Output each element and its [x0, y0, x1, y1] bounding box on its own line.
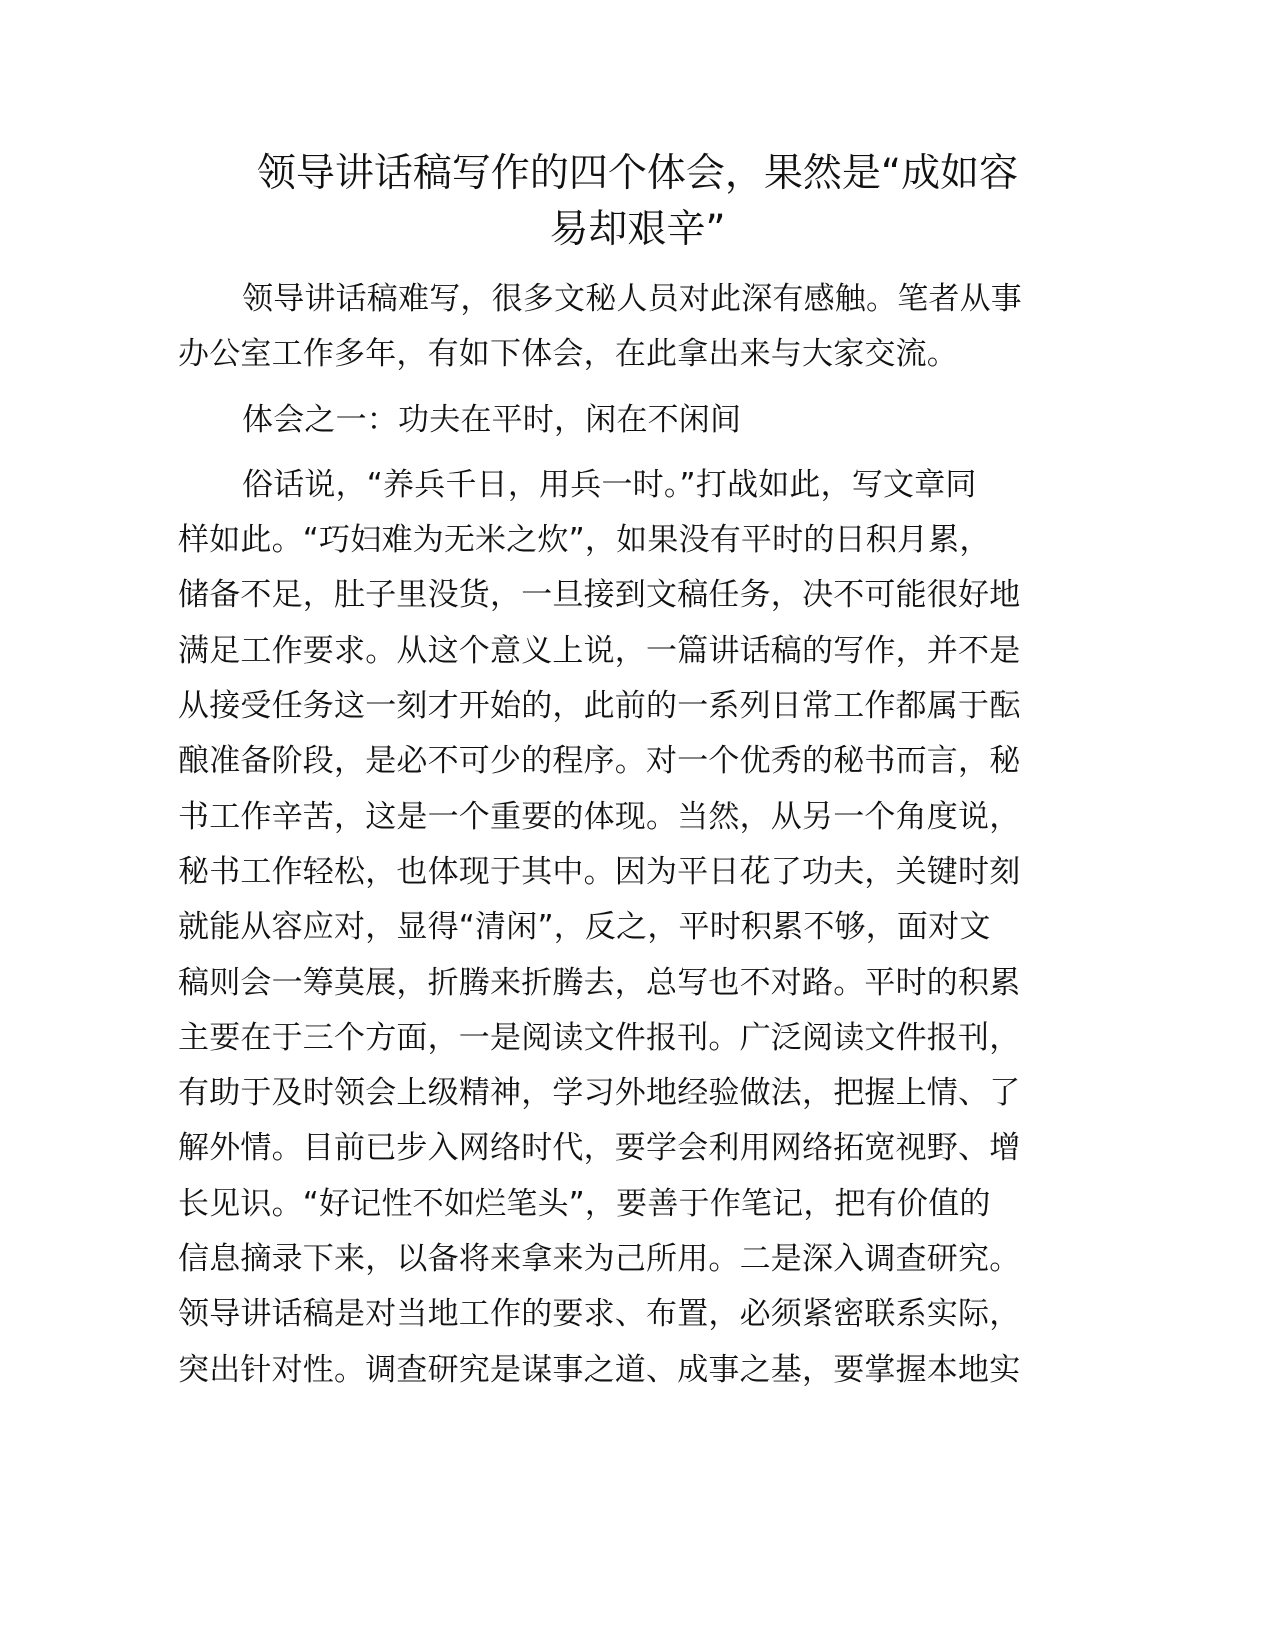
document-body [178, 272, 1038, 1398]
text-line: 信息摘录下来，以备将来拿来为己所用。二是深入调查研究。 [178, 1241, 1021, 1278]
text-line: 书工作辛苦，这是一个重要的体现。当然，从另一个角度说， [178, 798, 1021, 835]
section-heading [178, 393, 1038, 448]
text-line: 领导讲话稿难写，很多文秘人员对此深有感触。笔者从事 [242, 281, 1022, 317]
title-line-2: 易却艰辛” [549, 207, 726, 252]
text-line: 稿则会一筹莫展，折腾来折腾去，总写也不对路。平时的积累 [178, 964, 1021, 1001]
text-line: 办公室工作多年，有如下体会，在此拿出来与大家交流。 [178, 336, 958, 373]
text-line: 就能从容应对，显得“清闲”，反之，平时积累不够，面对文 [178, 909, 991, 946]
text-line: 酿准备阶段，是必不可少的程序。对一个优秀的秘书而言，秘 [178, 743, 1021, 780]
text-line: 长见识。“好记性不如烂笔头”，要善于作笔记，把有价值的 [178, 1185, 991, 1222]
section-heading-text: 体会之一：功夫在平时，闲在不闲间 [242, 401, 742, 438]
text-line: 秘书工作轻松，也体现于其中。因为平日花了功夫，关键时刻 [178, 853, 1021, 890]
paragraph-body [178, 458, 1038, 1398]
text-line: 满足工作要求。从这个意义上说，一篇讲话稿的写作，并不是 [178, 632, 1021, 669]
title-line-1: 领导讲话稿写作的四个体会，果然是“成如容 [256, 151, 1019, 196]
text-line: 样如此。“巧妇难为无米之炊”，如果没有平时的日积月累， [178, 522, 991, 559]
text-line: 储备不足，肚子里没货，一旦接到文稿任务，决不可能很好地 [178, 577, 1021, 614]
text-line: 突出针对性。调查研究是谋事之道、成事之基，要掌握本地实 [178, 1351, 1021, 1388]
text-line: 从接受任务这一刻才开始的，此前的一系列日常工作都属于酝 [178, 688, 1021, 725]
document-title [150, 146, 1125, 258]
text-line: 领导讲话稿是对当地工作的要求、布置，必须紧密联系实际， [178, 1296, 1021, 1333]
paragraph-intro [178, 272, 1038, 383]
text-line: 俗话说，“养兵千日，用兵一时。”打战如此，写文章同 [242, 466, 977, 503]
text-line: 有助于及时领会上级精神，学习外地经验做法，把握上情、了 [178, 1075, 1021, 1112]
text-line: 主要在于三个方面，一是阅读文件报刊。广泛阅读文件报刊， [178, 1019, 1021, 1056]
text-line: 解外情。目前已步入网络时代，要学会利用网络拓宽视野、增 [178, 1130, 1021, 1167]
